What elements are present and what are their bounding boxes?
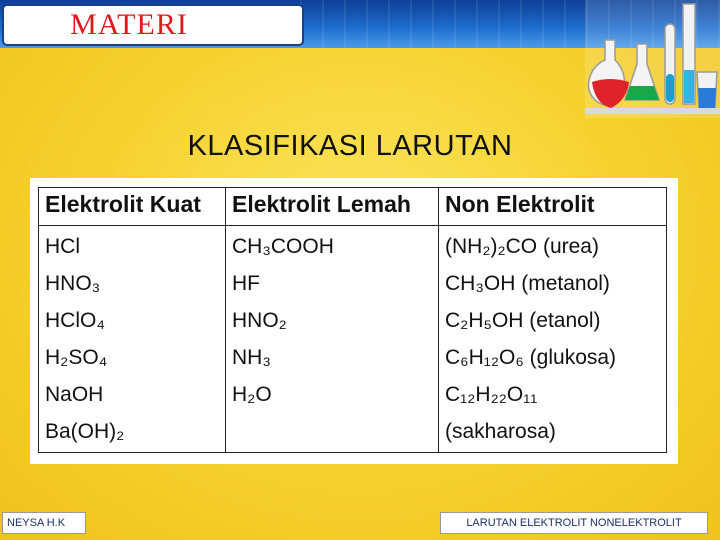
title-box	[2, 4, 304, 46]
strong-electrolyte-list	[39, 226, 226, 453]
classification-table	[38, 187, 667, 453]
list-item: NaOH	[45, 383, 104, 406]
list-item: H₂O	[232, 383, 272, 406]
list-item: Ba(OH)₂	[45, 420, 125, 443]
footer-author: NEYSA H.K	[2, 512, 86, 534]
list-item: HCl	[45, 235, 80, 258]
slide-title: MATERI	[70, 8, 188, 41]
list-item: CH₃OH (metanol)	[445, 272, 610, 295]
laboratory-glassware-icon	[585, 0, 720, 118]
footer-topic: LARUTAN ELEKTROLIT NONELEKTROLIT	[440, 512, 708, 534]
table-row	[39, 226, 667, 453]
non-electrolyte-list	[439, 226, 667, 453]
header-weak-electrolyte: Elektrolit Lemah	[226, 188, 439, 226]
table-header-row	[39, 188, 667, 226]
header-non-electrolyte: Non Elektrolit	[439, 188, 667, 226]
header-strong-electrolyte: Elektrolit Kuat	[39, 188, 226, 226]
list-item: (NH₂)₂CO (urea)	[445, 235, 599, 258]
list-item: H₂SO₄	[45, 346, 108, 369]
list-item: NH₃	[232, 346, 271, 369]
list-item: C₆H₁₂O₆ (glukosa)	[445, 346, 617, 369]
list-item: HF	[232, 272, 260, 295]
list-item: C₂H₅OH (etanol)	[445, 309, 601, 332]
list-item: HNO₃	[45, 272, 101, 295]
list-item: C₁₂H₂₂O₁₁	[445, 383, 538, 406]
list-item: (sakharosa)	[445, 420, 556, 443]
weak-electrolyte-list	[226, 226, 439, 453]
list-item: CH₃COOH	[232, 235, 334, 258]
list-item: HClO₄	[45, 309, 105, 332]
classification-table-panel	[30, 178, 678, 464]
list-item: HNO₂	[232, 309, 287, 332]
slide-subtitle: KLASIFIKASI LARUTAN	[187, 130, 513, 162]
